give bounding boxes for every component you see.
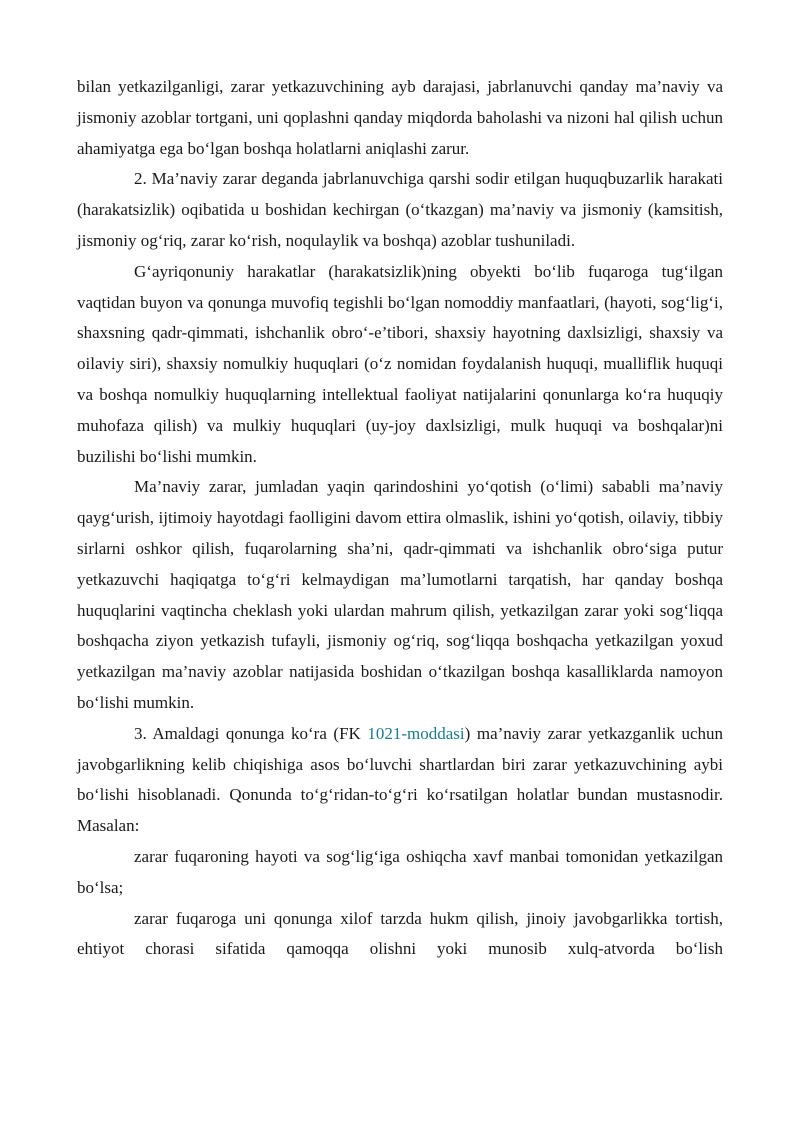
- paragraph-moral-damage-forms: Ma’naviy zarar, jumladan yaqin qarindoshini yo‘qotish (o‘limi) sababli ma’naviy qayg‘urish, ijtimoiy hayotdagi faolligini davom ettira olmaslik, ishini yo‘qotish, oilaviy, tibbiy sirlarni oshkor qilish, fuqarolarning sha’ni, qadr-qimmati va ishchanlik obro‘siga putur yetkazuvchi haqiqatga to‘g‘ri kelmaydigan ma’lumotlarni tarqatish, har qanday boshqa huquqlarini vaqtincha cheklash yoki ulardan mahrum qilish, yetkazilgan zarar yoki sog‘liqqa boshqacha ziyon yetkazish tufayli, jismoniy og‘riq, sog‘liqqa boshqacha yetkazilgan yoxud yetkazilgan ma’naviy azoblar natijasida boshidan o‘tkazilgan boshqa kasalliklarda namoyon bo‘lishi mumkin.: [77, 477, 723, 712]
- paragraph-continuation: bilan yetkazilganligi, zarar yetkazuvchining ayb darajasi, jabrlanuvchi qanday ma’naviy va jismoniy azoblar tortgani, uni qoplashni qanday miqdorda baholashi va nizoni hal qilish uchun ahamiyatga ega bo‘lgan boshqa holatlarni aniqlashi zarur.: [77, 77, 723, 158]
- paragraph-example-danger-source: zarar fuqaroning hayoti va sog‘lig‘iga oshiqcha xavf manbai tomonidan yetkazilgan bo‘lsa;: [77, 846, 723, 897]
- paragraph-current-law: [77, 719, 723, 842]
- paragraph-moral-damage-definition: 2. Ma’naviy zarar deganda jabrlanuvchiga qarshi sodir etilgan huquqbuzarlik harakati (harakatsizlik) oqibatida u boshidan kechirgan (o‘tkazgan) ma’naviy va jismoniy (kamsitish, jismoniy og‘riq, zarar ko‘rish, noqulaylik va boshqa) azoblar tushuniladi.: [77, 169, 723, 250]
- document-page: [77, 72, 723, 965]
- paragraph-example-unlawful-conviction: zarar fuqaroga uni qonunga xilof tarzda hukm qilish, jinoiy javobgarlikka tortish, ehtiyot chorasi sifatida qamoqqa olishni yoki munosib xulq-atvorda bo‘lish: [77, 908, 723, 959]
- article-1021-link[interactable]: 1021-moddasi: [367, 723, 465, 743]
- paragraph-current-law-text-after: ) ma’naviy zarar yetkazganlik uchun javobgarlikning kelib chiqishiga asos bo‘luvchi shartlardan biri zarar yetkazuvchining aybi bo‘lishi hisoblanadi. Qonunda to‘g‘ridan-to‘g‘ri ko‘rsatilgan holatlar bundan mustasnodir. Masalan:: [77, 723, 724, 836]
- paragraph-unlawful-actions-object: G‘ayriqonuniy harakatlar (harakatsizlik)ning obyekti bo‘lib fuqaroga tug‘ilgan vaqtidan buyon va qonunga muvofiq tegishli bo‘lgan nomoddiy manfaatlari, (hayoti, sog‘lig‘i, shaxsning qadr-qimmati, ishchanlik obro‘-e’tibori, shaxsiy hayotning daxlsizligi, shaxsiy va oilaviy siri), shaxsiy nomulkiy huquqlari (o‘z nomidan foydalanish huquqi, mualliflik huquqi va boshqa nomulkiy huquqlarning intellektual faoliyat natijalarini qonunlarga ko‘ra huquqiy muhofaza qilish) va mulkiy huquqlari (uy-joy daxlsizligi, mulk huquqi va boshqalar)ni buzilishi bo‘lishi mumkin.: [77, 261, 723, 466]
- paragraph-current-law-text-before: 3. Amaldagi qonunga ko‘ra (FK: [134, 723, 368, 743]
